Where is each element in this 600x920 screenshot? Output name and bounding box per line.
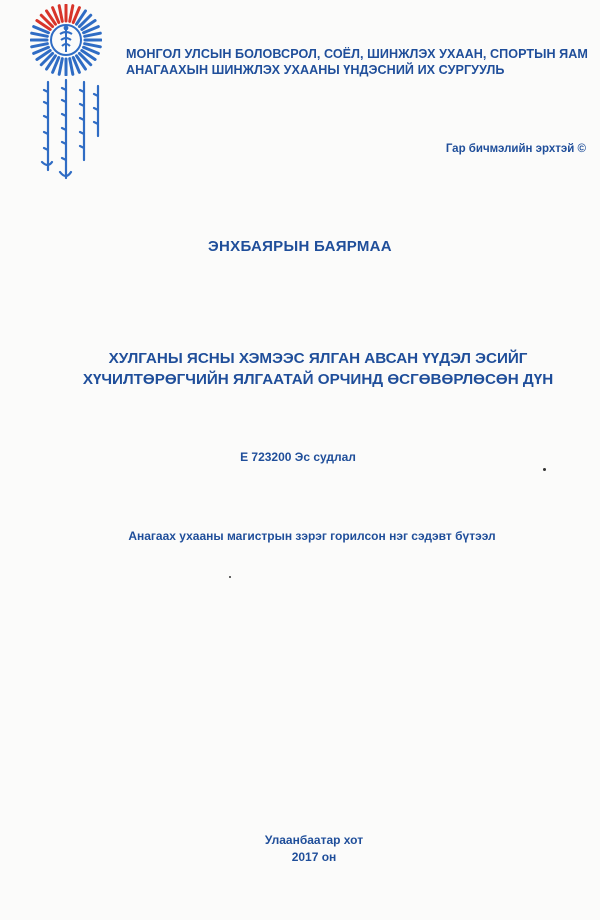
emblem-ray (70, 6, 73, 22)
emblem-ray (85, 33, 101, 36)
field-code-text: Е 723200 Эс судлал (240, 450, 356, 464)
degree-note (0, 529, 600, 543)
ministry-name: МОНГОЛ УЛСЫН БОЛОВСРОЛ, СОЁЛ, ШИНЖЛЭХ УХААН, СПОРТЫН ЯАМ (126, 47, 588, 61)
emblem-ray (70, 59, 73, 75)
year: 2017 он (291, 850, 337, 864)
university-emblem-icon (30, 4, 102, 76)
institution-header (126, 46, 594, 78)
place-and-year (0, 832, 600, 866)
emblem-ray (85, 44, 101, 47)
thesis-title-line-1: ХУЛГАНЫ ЯСНЫ ХЭМЭЭС ЯЛГАН АВСАН ҮҮДЭЛ ЭСИЙГ (108, 350, 528, 367)
mongolian-script-icon (36, 78, 106, 188)
scan-speck (543, 468, 546, 471)
rights-note: Гар бичмэлийн эрхтэй © (445, 143, 586, 155)
emblem-ray (59, 6, 62, 22)
city: Улаанбаатар хот (264, 833, 364, 847)
emblem-ray (32, 33, 48, 36)
thesis-title (80, 348, 556, 390)
scan-speck (229, 576, 231, 578)
field-code (0, 450, 600, 464)
thesis-title-line-2: ХҮЧИЛТӨРӨГЧИЙН ЯЛГААТАЙ ОРЧИНД ӨСГӨВӨРЛӨСӨН ДҮН (82, 371, 554, 388)
university-name: АНАГААХЫН ШИНЖЛЭХ УХААНЫ ҮНДЭСНИЙ ИХ СУРГУУЛЬ (126, 63, 505, 77)
emblem-ray (32, 44, 48, 47)
emblem-ray (59, 59, 62, 75)
degree-note-text: Анагаах ухааны магистрын зэрэг горилсон нэг сэдэвт бүтээл (128, 529, 496, 543)
author-name: ЭНХБАЯРЫН БАЯРМАА (208, 238, 392, 255)
